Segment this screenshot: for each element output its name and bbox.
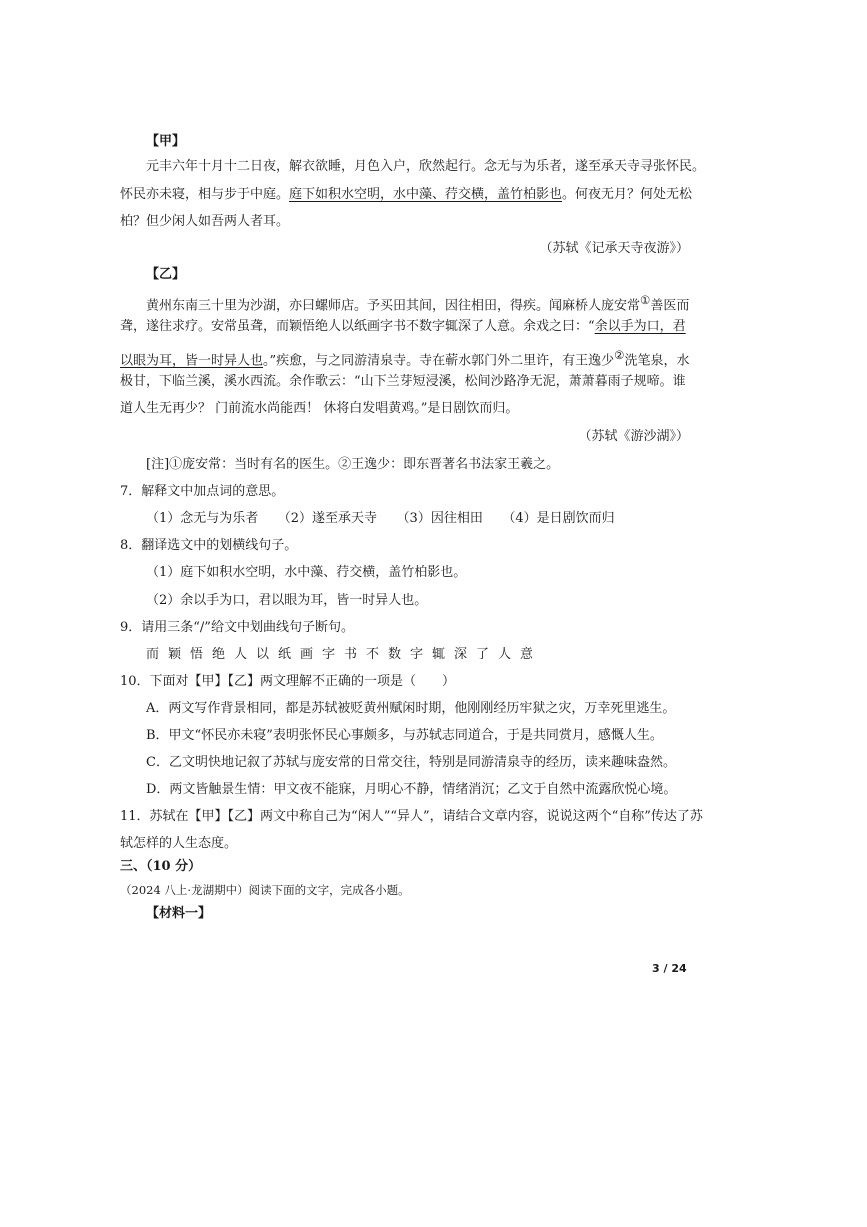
section-source: （2024 八上·龙湖期中）阅读下面的文字，完成各小题。 — [120, 883, 410, 897]
passage-yi-line — [146, 291, 689, 315]
question-11-line: 轼怎样的人生态度。 — [120, 836, 238, 851]
passage-yi-source: （苏轼《游沙湖》） — [578, 429, 689, 444]
question-8-item: （2）余以手为口，君以眼为耳，皆一时异人也。 — [146, 593, 428, 608]
passage-text: 。何夜无月？何处无松 — [562, 187, 693, 202]
question-9-sentence: 而颖悟绝人以纸画字书不数字辄深了人意 — [146, 647, 543, 662]
question-10-option-b: B．甲文“怀民亦未寝”表明张怀民心事颇多，与苏轼志同道合，于是共同赏月，感慨人生。 — [146, 728, 663, 743]
underlined-sentence: 庭下如积水空明，水中藻、荇交横，盖竹柏影也 — [289, 187, 563, 202]
passage-jia-line: 柏？但少闲人如吾两人者耳。 — [120, 214, 290, 229]
passage-text: 黄州东南三十里为沙湖，亦曰螺师店。予买田其间，因往相田，得疾。闻麻桥人庞安常 — [146, 298, 641, 314]
passage-jia-source: （苏轼《记承天寺夜游》） — [539, 241, 689, 256]
question-10-option-a: A．两文写作背景相同，都是苏轼被贬黄州赋闲时期，他刚刚经历牢狱之灾，万幸死里逃生。 — [146, 701, 676, 716]
passage-yi-label: 【乙】 — [146, 267, 186, 282]
passage-jia-line — [120, 186, 692, 204]
material-label: 【材料一】 — [146, 906, 212, 921]
underlined-sentence: 余以手为口，君 — [594, 319, 686, 334]
page-number: 3 / 24 — [652, 962, 687, 975]
passage-yi-line — [120, 318, 686, 336]
passage-yi-line: 道人生无再少？ 门前流水尚能西！ 休将白发唱黄鸡。”是日剧饮而归。 — [120, 401, 519, 416]
underlined-sentence: 以眼为耳，皆一时异人也 — [120, 353, 264, 369]
question-9-stem: 9．请用三条“/”给文中划曲线句子断句。 — [120, 620, 354, 635]
section-title: 三、（10 分） — [120, 859, 202, 874]
footnote: [注]①庞安常：当时有名的医生。②王逸少：即东晋著名书法家王羲之。 — [146, 457, 560, 472]
question-10-option-d: D．两文皆触景生情：甲文夜不能寐，月明心不静，情绪消沉；乙文于自然中流露欣悦心境。 — [146, 782, 677, 797]
question-8-item: （1）庭下如积水空明，水中藻、荇交横，盖竹柏影也。 — [146, 565, 467, 580]
question-7-options: （1）念无与为乐者 （2）遂至承天寺 （3）因往相田 （4）是日剧饮而归 — [146, 511, 615, 526]
passage-yi-line: 极甘，下临兰溪，溪水西流。余作歌云：“山下兰芽短浸溪，松间沙路净无泥，萧萧暮雨子规啼。谁 — [120, 374, 686, 389]
question-8-stem: 8．翻译选文中的划横线句子。 — [120, 538, 298, 553]
passage-jia-label: 【甲】 — [146, 134, 186, 149]
footnote-marker: ② — [614, 348, 625, 362]
question-10-option-c: C．乙文明快地记叙了苏轼与庞安常的日常交往，特别是同游清泉寺的经历，读来趣味盎然。 — [146, 755, 676, 770]
footnote-marker: ① — [640, 293, 651, 307]
question-10-stem: 10．下面对【甲】【乙】两文理解不正确的一项是（ ） — [120, 674, 456, 689]
question-11-line: 11．苏轼在【甲】【乙】两文中称自己为“闲人”“异人”，请结合文章内容，说说这两个“自称”传达了苏 — [120, 809, 703, 824]
passage-text: 聋，遂往求疗。安常虽聋，而颖悟绝人以纸画字书不数字辄深了人意。余戏之曰：“ — [120, 319, 595, 334]
passage-jia-line: 元丰六年十月十二日夜，解衣欲睡，月色入户，欣然起行。念无与为乐者，遂至承天寺寻张怀民。 — [146, 159, 706, 174]
passage-text: 。”疾愈，与之同游清泉寺。寺在蕲水郭门外二里许，有王逸少 — [263, 353, 615, 369]
passage-text: 善医而 — [650, 298, 690, 314]
passage-text: 怀民亦未寝，相与步于中庭。 — [120, 187, 290, 202]
passage-text: 洗笔泉，水 — [624, 353, 690, 369]
question-7-stem: 7．解释文中加点词的意思。 — [120, 484, 285, 499]
passage-yi-line — [120, 346, 690, 370]
